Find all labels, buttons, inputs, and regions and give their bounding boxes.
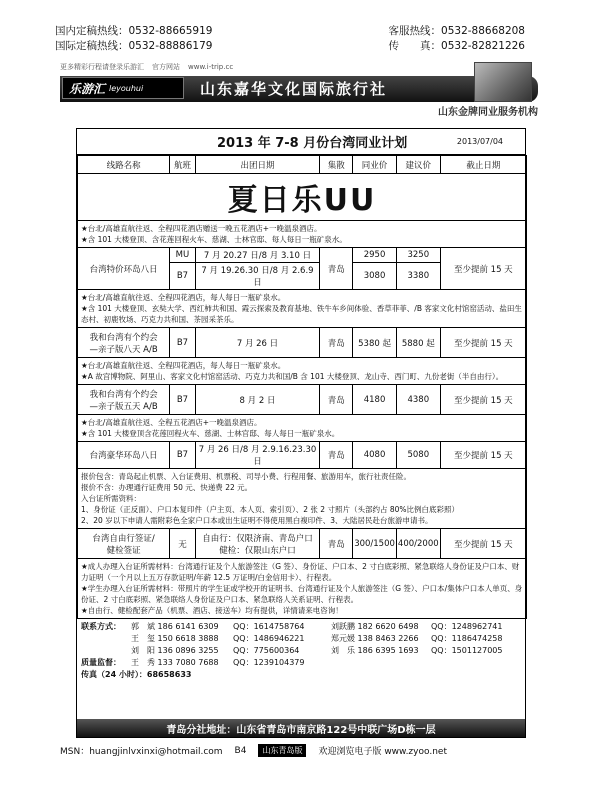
service-hotline: 客服热线：0532-88668208 (388, 25, 525, 37)
slogan: 山东金牌同业服务机构 (438, 107, 538, 118)
note: ★台北/高雄直航往返、全程四花酒店赠送一晚五花酒店+一晚温泉酒店。 ★含 101 大楼登顶、含花莲回程火车、慈湖、士林官邸、每人每日一瓶矿泉水。 (78, 221, 527, 248)
note: ★台北/高雄直航往返、全程四花酒店，每人每日一瓶矿泉水。 ★含 101 大楼登顶、玄奘大学、西红柿共和国、霞云探索及教育基地、铁牛车乡间体验、香草菲菲、/B 客家文化村馆窑活动、盐田生态村、初鹿牧场、巧克力共和国、茶园采茶乐。 (78, 290, 527, 328)
qa-label: 质量监督： (81, 658, 121, 667)
itinerary-sheet (76, 128, 526, 738)
site-label: 官方网站 (152, 63, 180, 71)
msn[interactable]: MSN：huangjinlvxinxi@hotmail.com (60, 747, 223, 757)
table-row: 台湾豪华环岛八日 B7 7 月 26 日/8 月 2.9.16.23.30 日 青岛 4080 5080 至少提前 15 天 (78, 442, 527, 469)
table-row: 我和台湾有个约会 —亲子版五天 A/B B7 8 月 2 日 青岛 4180 4380 至少提前 15 天 (78, 385, 527, 415)
table-row: 台湾自由行签证/ 健检签证 无 自由行：仅限济南、青岛户口 健检：仅限山东户口 青岛 300/1500 400/2000 至少提前 15 天 (78, 529, 527, 559)
fax-24h: 传真（24 小时）：68658633 (81, 670, 192, 679)
fax-line: 传 真：0532-82821226 (388, 40, 525, 52)
note: ★成人办理入台证所需材料：台湾通行证及个人旅游签注（G 签）、身份证、户口本、2 寸白底彩照、紧急联络人身份证及户口本、财力证明（一个月以上五万存款证明/年薪 12.5 万证明/白金信用卡）、行程表。 ★学生办理入台证所需材料：带照片的学生证或学校开的证明书、台湾通行证及个人旅游签注（G 签）、户口本/集体户口本人单页、身份证、2 寸白底彩照、紧急联络人身份证及户口本、紧急联络人关系证明、行程表。 ★自由行、健检配套产品（机票、酒店、接送车）均有提供，详情请来电咨询！ (78, 559, 527, 619)
table-header: 线路名称 航班 出团日期 集散 同业价 建议价 截止日期 (78, 156, 527, 174)
banner-tagline: 更多精彩行程请登录乐游汇 (60, 63, 144, 71)
table-row: 我和台湾有个约会 —亲子版八天 A/B B7 7 月 26 日 青岛 5380 起 5880 起 至少提前 15 天 (78, 328, 527, 358)
company-name: 山东嘉华文化国际旅行社 (200, 80, 388, 98)
contact-label: 联系方式： (81, 622, 121, 631)
note: ★台北/高雄直航往返、全程五花酒店+一晚温泉酒店。 ★含 101 大楼登顶含花莲回程火车、慈湖、士林官邸、每人每日一瓶矿泉水。 (78, 415, 527, 442)
note: ★台北/高雄直航往返、全程四花酒店，每人每日一瓶矿泉水。 ★A 故宫博物院、阿里山、客家文化村馆窑活动、巧克力共和国/B 含 101 大楼登顶、龙山寺、西门町、九份老街（半自由行）。 (78, 358, 527, 385)
branch-address: 青岛分社地址：山东省青岛市南京路122号中联广场D栋一层 (77, 719, 525, 737)
itinerary-table (77, 155, 527, 619)
intl-hotline: 国际定稿热线：0532-88886179 (55, 40, 213, 52)
table-row: 台湾特价环岛八日 MU 7 月 20.27 日/8 月 3.10 日 青岛 2950 3250 至少提前 15 天 (78, 248, 527, 263)
table-row: B7 7 月 19.26.30 日/8 月 2.6.9 日 3080 3380 (78, 263, 527, 290)
banner (60, 58, 538, 120)
page-footer (60, 744, 540, 757)
contact-block: 联系方式： 郭 斌 186 6141 6309 QQ：1614758764 刘跃鹏 182 6620 6498 QQ：1248962741 王 玺 150 6618 3888 QQ：1486946221 郑元媛 138 8463 2266 QQ：1186474258 刘 阳 136 0896 3255 QQ：775600364 刘 乐 186 6395 1693 QQ：1501127005 质量监督： 王 秀 133 7080 7688 QQ：1239104379 传真（24 小时）：68658633 (81, 622, 503, 679)
edition-tag: 山东青岛版 (258, 744, 306, 757)
welcome-text[interactable]: 欢迎浏览电子版 www.zyoo.net (318, 747, 447, 757)
sheet-title: 2013 年 7-8 月份台湾同业计划 (217, 136, 408, 151)
logo: 乐游汇 leyouhui (62, 77, 184, 99)
hotlines (55, 24, 525, 54)
domestic-hotline: 国内定稿热线：0532-88665919 (55, 25, 213, 37)
price-notes: 报价包含：青岛起止机票、入台证费用、机票税、司导小费、行程用餐、旅游用车，旅行社责任险。 报价不含：办理通行证费用 50 元、快递费 22 元。 入台证所需资料： 1、身份证（正反面）、户口本复印件（户主页、本人页、索引页）、2 张 2 寸照片（头部约占 80%比例白底彩照） 2、20 岁以下申请人需附彩色全家户口本或出生证明不得使用黑白複印件、3、大陆居民赴台旅游申请书。 (78, 469, 527, 529)
banner-photo (474, 62, 532, 102)
brand-title: 夏日乐UU (78, 174, 527, 221)
sheet-date: 2013/07/04 (456, 137, 503, 146)
site-url[interactable]: www.i-trip.cc (188, 63, 234, 71)
page-number: B4 (234, 745, 247, 756)
